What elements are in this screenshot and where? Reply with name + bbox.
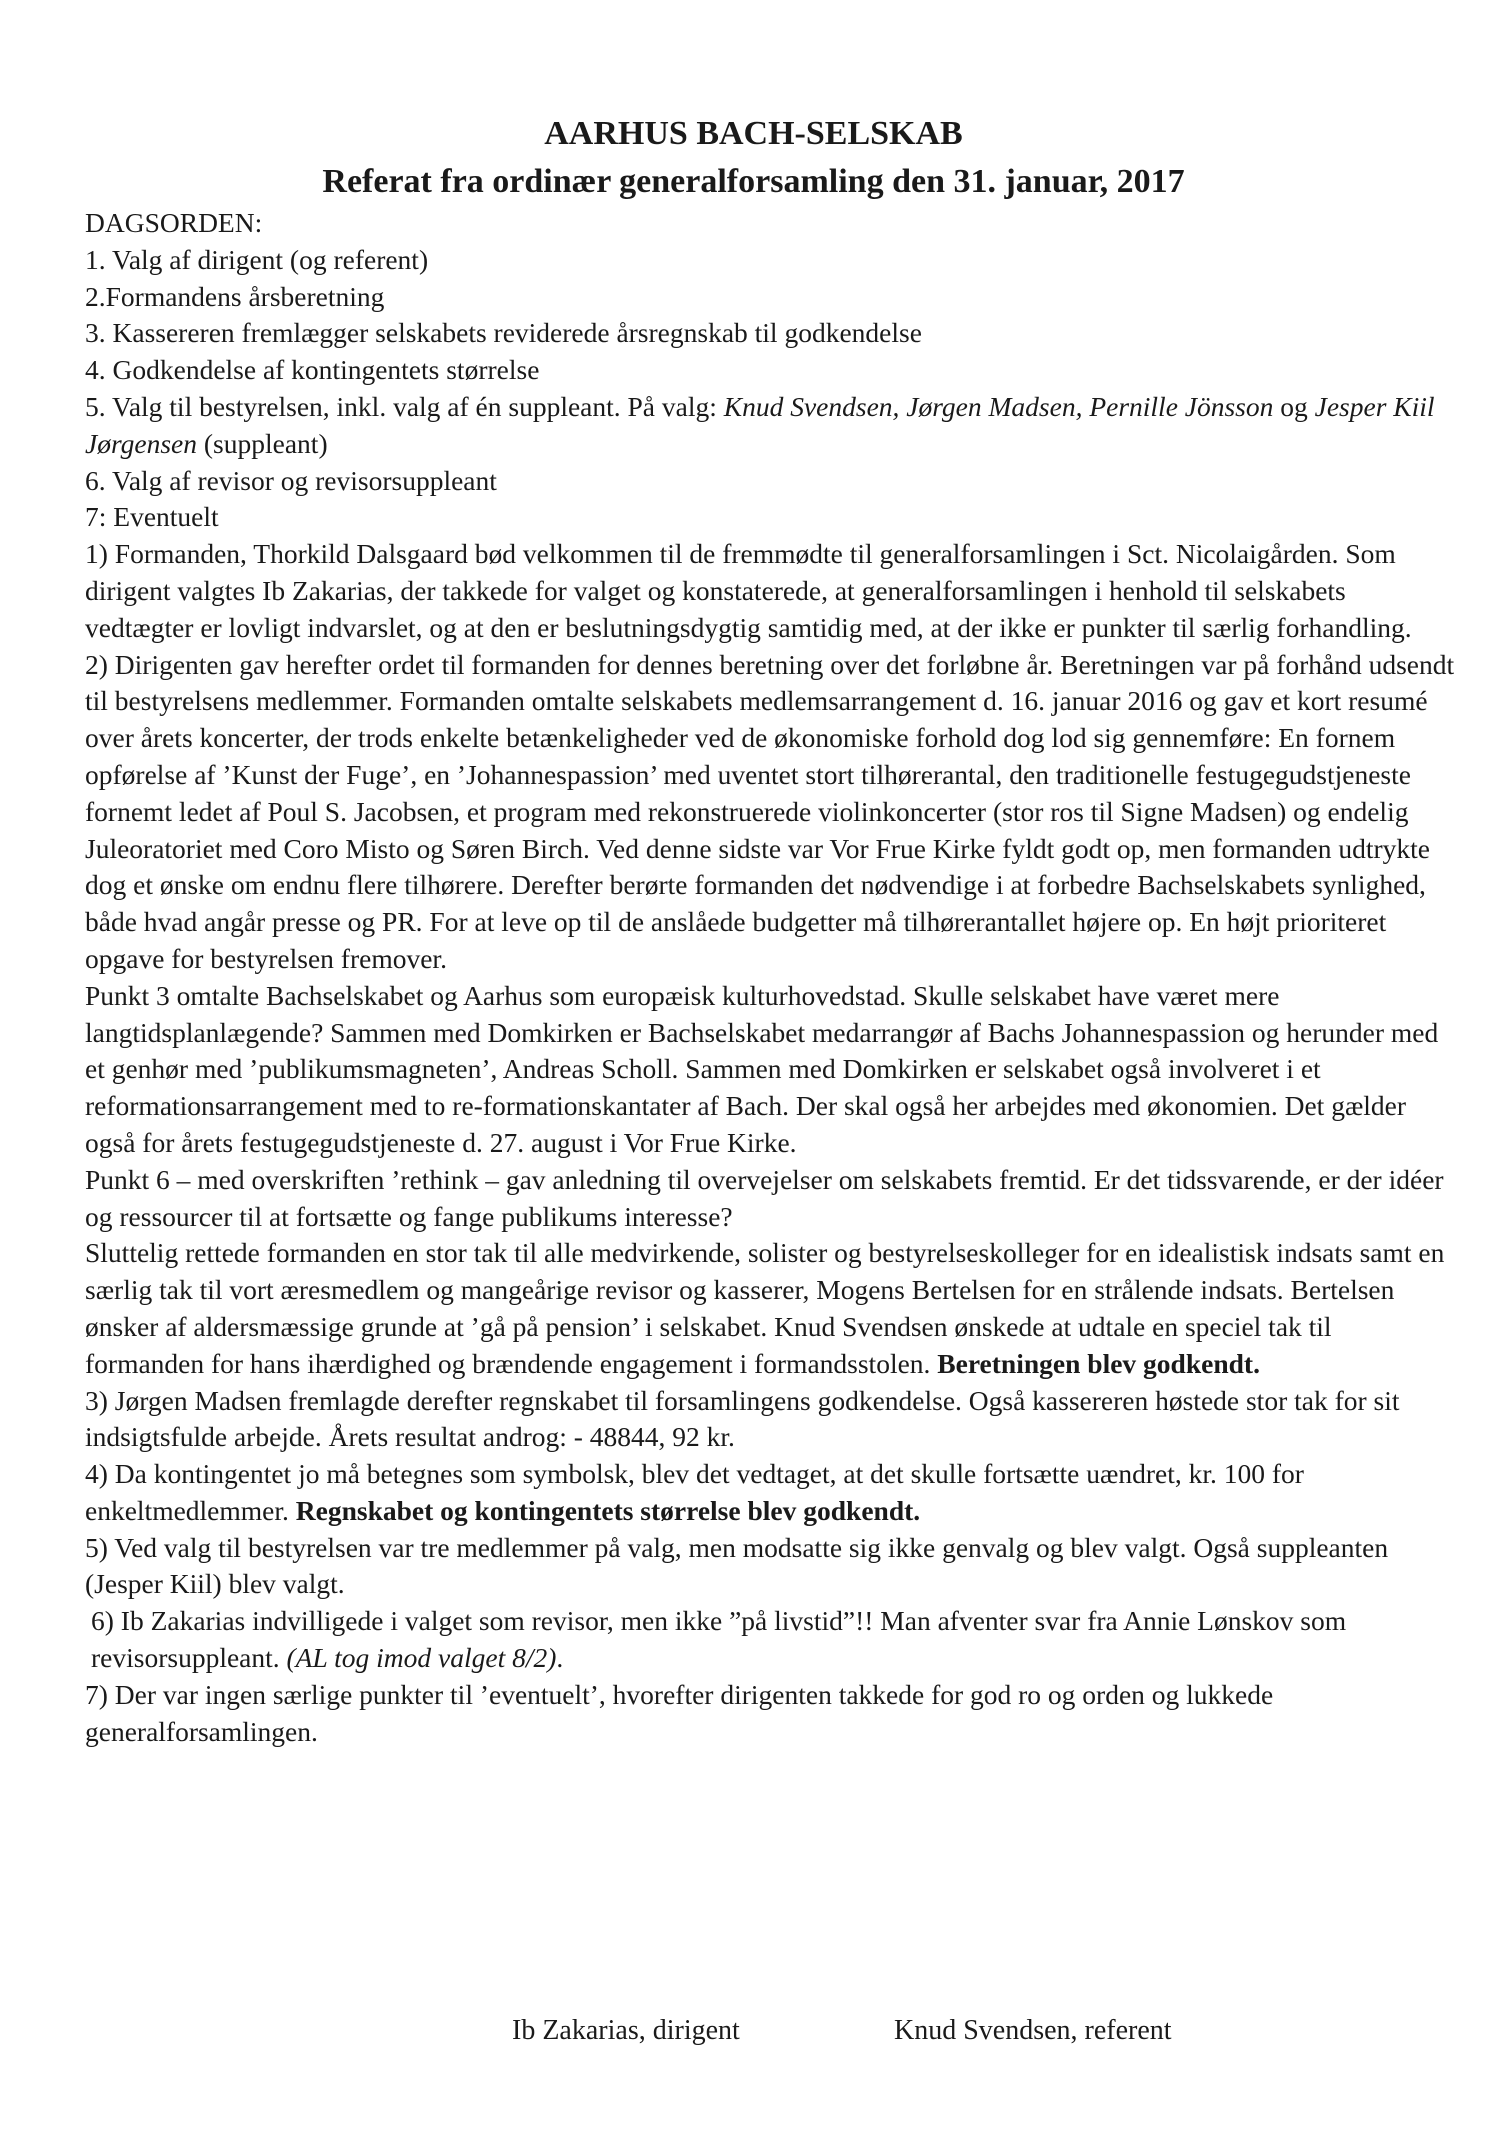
agenda-item-5-og: og [1273,390,1315,422]
document-body [85,205,1455,1750]
signature-referent: Knud Svendsen, referent [894,2015,1172,2046]
minutes-paragraph-7 [85,1456,1455,1530]
agenda-item-2: 2.Formandens årsberetning [85,280,385,312]
agenda-item-3: 3. Kassereren fremlægger selskabets reviderede årsregnskab til godkendelse [85,317,922,349]
document-title: AARHUS BACH-SELSKAB [544,115,963,152]
beretning-approved: Beretningen blev godkendt. [937,1347,1260,1379]
minutes-paragraph-5-text: Sluttelig rettede formanden en stor tak til alle medvirkende, solister og bestyrelseskolleger for en idealistisk indsats samt en særlig tak til vort æresmedlem og mangeårige revisor og kasserer, Mogens Bertelsen for en strålende indsats. Bertelsen ønsker af aldersmæssige grunde at ’gå på pension’ i selskabet. Knud Svendsen ønskede at udtale en speciel tak til formanden for hans ihærdighed og brændende engagement i formandsstolen. [85,1237,1445,1379]
agenda-item-5-suppleant-name: Jesper Kiil Jørgensen [85,390,1435,459]
minutes-paragraph-3: Punkt 3 omtalte Bachselskabet og Aarhus som europæisk kulturhovedstad. Skulle selskabet have været mere langtidsplanlægende? Sammen med Domkirken er Bachselskabet medarrangør af Bachs Johannespassion og herunder med et genhør med ’publikumsmagneten’, Andreas Scholl. Sammen med Domkirken er selskabet også involveret i et reformationsarrangement med to re-formationskantater af Bach. Der skal også her arbejdes med økonomien. Det gælder også for årets festugegudstjeneste d. 27. august i Vor Frue Kirke. [85,979,1439,1158]
minutes-paragraph-1: 1) Formanden, Thorkild Dalsgaard bød velkommen til de fremmødte til generalforsamlingen i Sct. Nicolaigården. Som dirigent valgtes Ib Zakarias, der takkede for valget og konstaterede, at generalforsamlingen i henhold til selskabets vedtægter er lovligt indvarslet, og at den er beslutningsdygtig samtidig med, at der ikke er punkter til særlig forhandling. [85,538,1412,643]
minutes-paragraph-9 [85,1603,1455,1677]
agenda-item-1: 1. Valg af dirigent (og referent) [85,243,429,275]
agenda-item-5-suffix: (suppleant) [197,427,328,459]
document-subtitle: Referat fra ordinær generalforsamling den 31. januar, 2017 [322,163,1185,200]
agenda-item-5-names: Knud Svendsen, Jørgen Madsen, Pernille Jönsson [723,390,1274,422]
minutes-paragraph-2: 2) Dirigenten gav herefter ordet til formanden for dennes beretning over det forløbne år. Beretningen var på forhånd udsendt til bestyrelsens medlemmer. Formanden omtalte selskabets medlemsarrangement d. 16. januar 2016 og gav et kort resumé over årets koncerter, der trods enkelte betænkeligheder ved de økonomiske forhold dog lod sig gennemføre: En fornem opførelse af ’Kunst der Fuge’, en ’Johannespassion’ med uventet stort tilhørerantal, den traditionelle festugegudstjeneste fornemt ledet af Poul S. Jacobsen, et program med rekonstruerede violinkoncerter (stor ros til Signe Madsen) og endelig Juleoratoriet med Coro Misto og Søren Birch. Ved denne sidste var Vor Frue Kirke fyldt godt op, men formanden udtrykte dog et ønske om endnu flere tilhørere. Derefter berørte formanden det nødvendige i at forbedre Bachselskabets synlighed, både hvad angår presse og PR. For at leve op til de anslåede budgetter må tilhørerantallet højere op. En højt prioriteret opgave for bestyrelsen fremover. [85,648,1455,974]
regnskab-approved: Regnskabet og kontingentets størrelse blev godkendt. [295,1494,921,1526]
minutes-paragraph-9-text: 6) Ib Zakarias indvilligede i valget som revisor, men ikke ”på livstid”!! Man afventer svar fra Annie Lønskov som revisorsuppleant. [91,1605,1347,1674]
agenda-item-5-prefix: 5. Valg til bestyrelsen, inkl. valg af én suppleant. På valg: [85,390,724,422]
agenda-item-6: 6. Valg af revisor og revisorsuppleant [85,464,497,496]
agenda-item-5 [85,389,1455,463]
agenda-heading: DAGSORDEN: [85,207,263,238]
signature-dirigent: Ib Zakarias, dirigent [512,2015,740,2046]
agenda-item-7: 7: Eventuelt [85,501,219,533]
minutes-paragraph-6: 3) Jørgen Madsen fremlagde derefter regnskabet til forsamlingens godkendelse. Også kassereren høstede stor tak for sit indsigtsfulde arbejde. Årets resultat androg: - 48844, 92 kr. [85,1384,1400,1453]
minutes-paragraph-9-end: . [556,1642,564,1674]
signature-line [0,2015,1507,2055]
minutes-paragraph-5 [85,1235,1455,1382]
minutes-paragraph-7-text: 4) Da kontingentet jo må betegnes som symbolsk, blev det vedtaget, at det skulle fortsætte uændret, kr. 100 for enkeltmedlemmer. [85,1458,1304,1526]
minutes-paragraph-9-note: (AL tog imod valget 8/2) [286,1642,557,1674]
agenda-item-4: 4. Godkendelse af kontingentets størrelse [85,354,540,386]
minutes-paragraph-4: Punkt 6 – med overskriften ’rethink – gav anledning til overvejelser om selskabets fremtid. Er det tidssvarende, er der idéer og ressourcer til at fortsætte og fange publikums interesse? [85,1163,1444,1232]
minutes-paragraph-8: 5) Ved valg til bestyrelsen var tre medlemmer på valg, men modsatte sig ikke genvalg og blev valgt. Også suppleanten (Jesper Kiil) blev valgt. [85,1531,1389,1600]
minutes-paragraph-10: 7) Der var ingen særlige punkter til ’eventuelt’, hvorefter dirigenten takkede for god ro og orden og lukkede generalforsamlingen. [85,1678,1274,1747]
